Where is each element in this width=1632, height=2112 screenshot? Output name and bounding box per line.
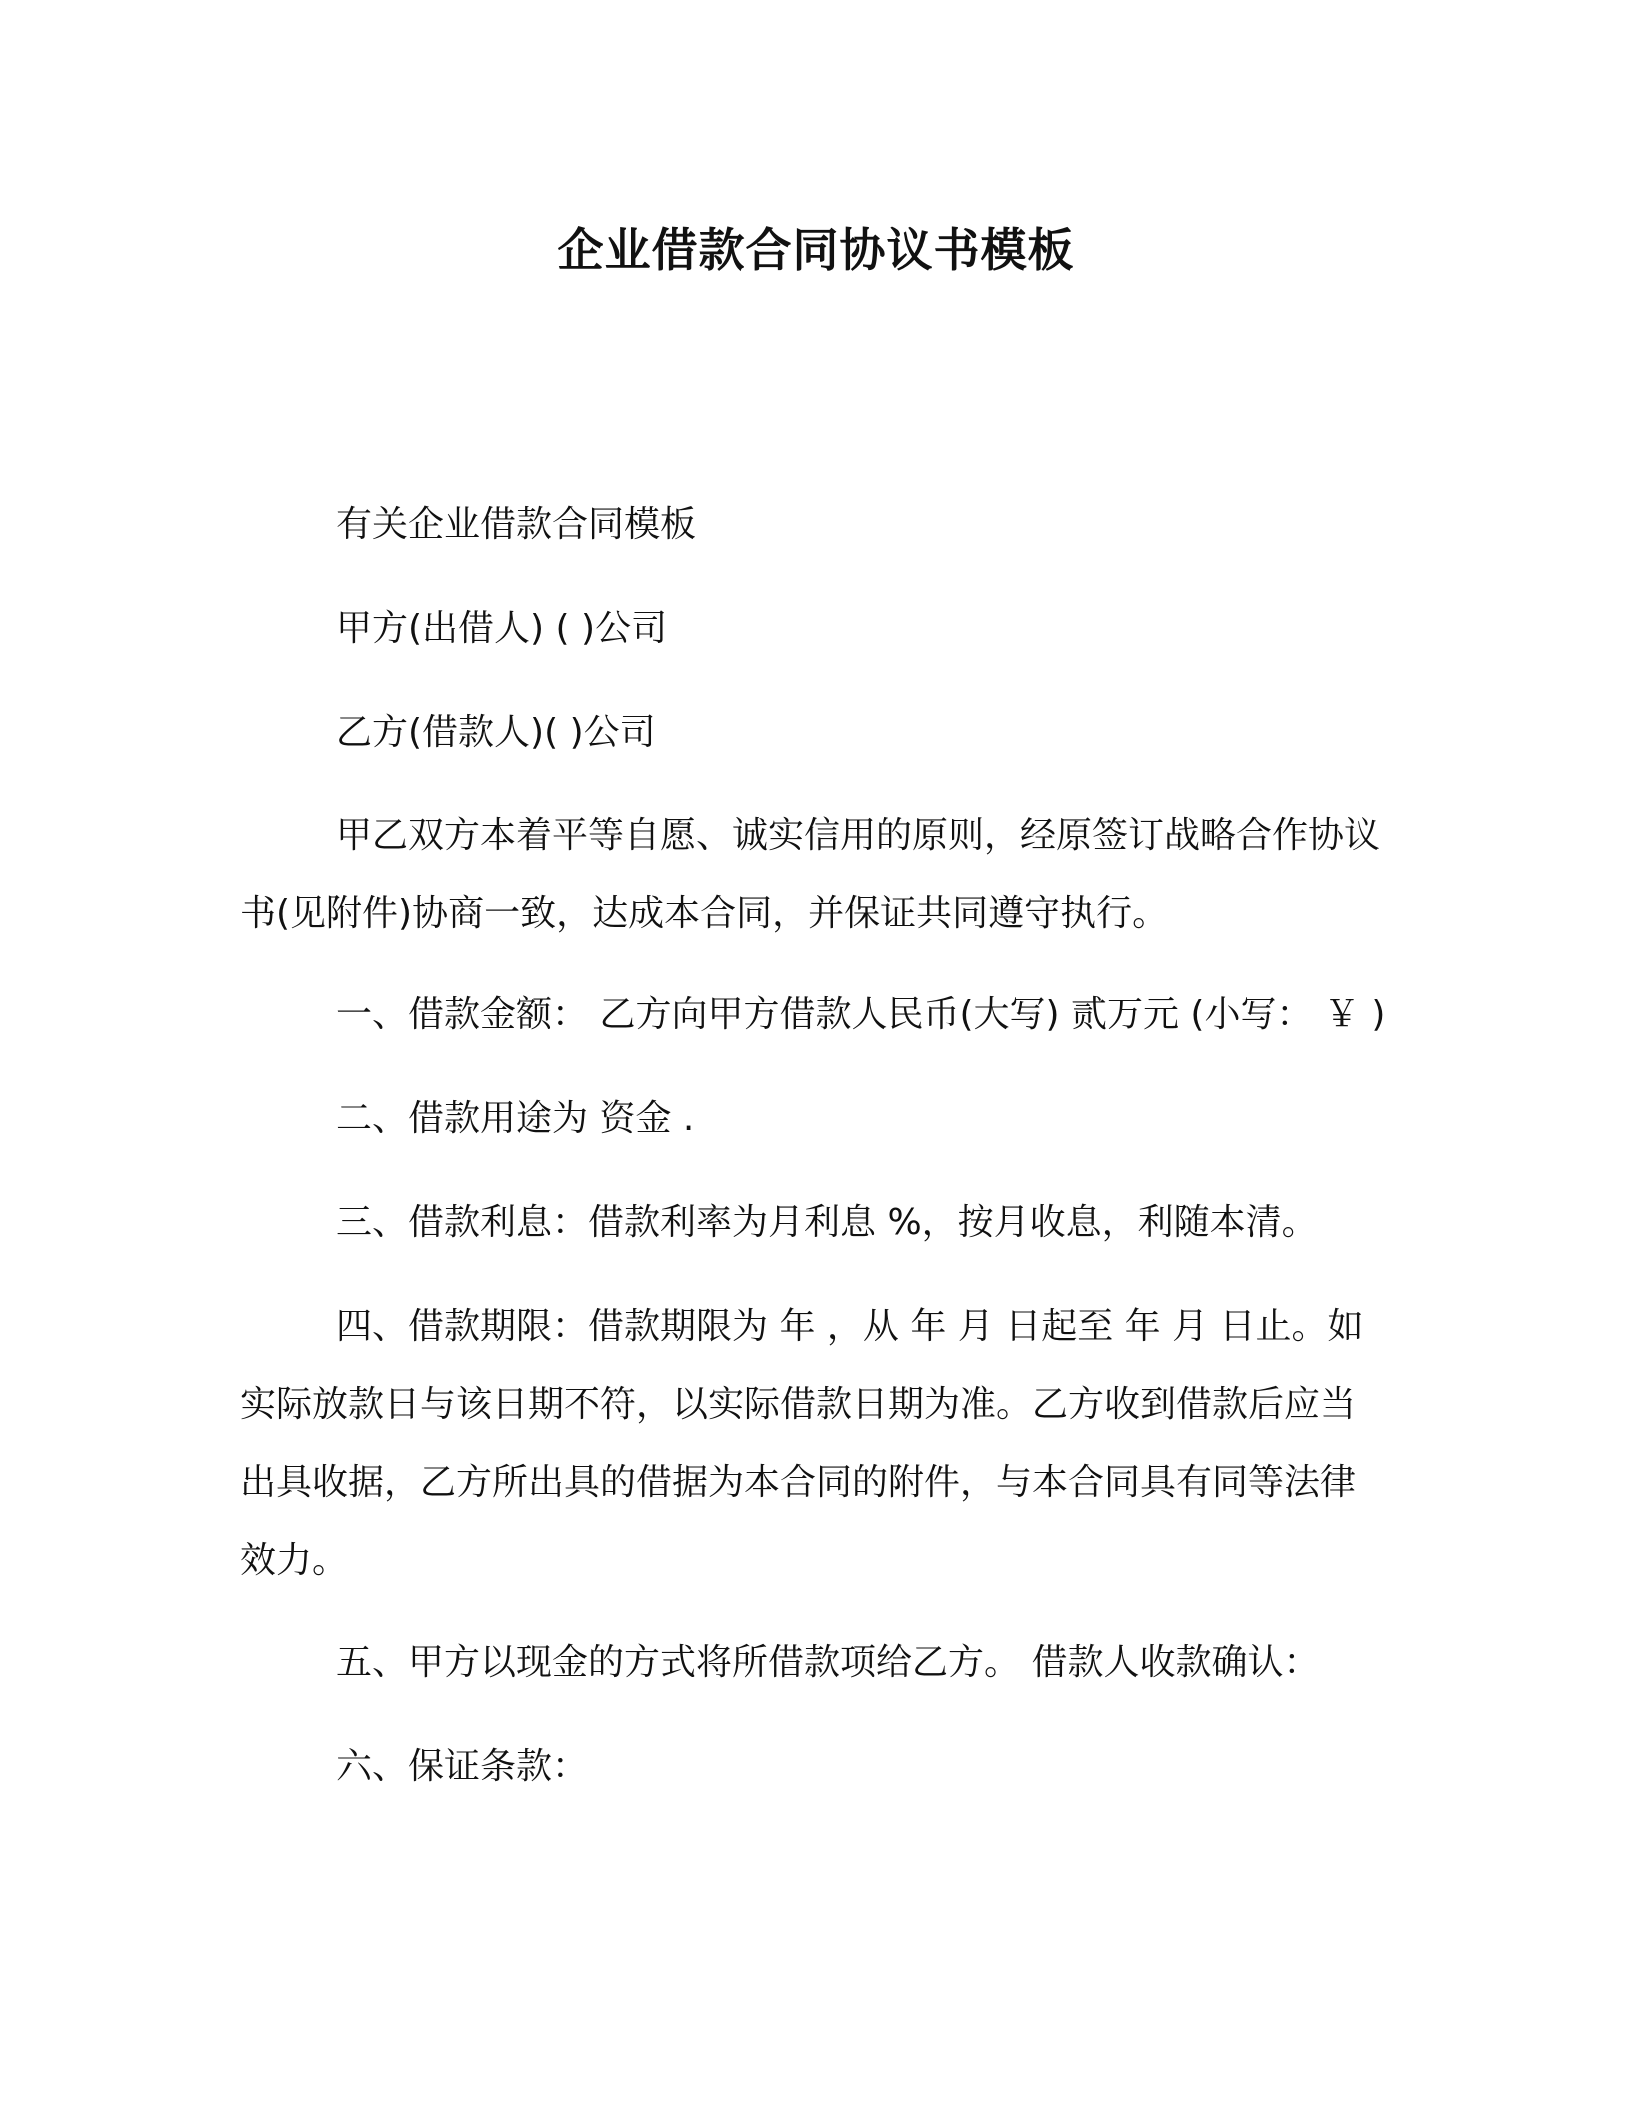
- paragraph-preamble: 甲乙双方本着平等自愿、诚实信用的原则，经原签订战略合作协议书(见附件)协商一致，达成本合同，并保证共同遵守执行。: [240, 815, 1381, 934]
- document-title: 企业借款合同协议书模板: [557, 223, 1075, 277]
- clause-3-interest: 三、借款利息：借款利率为月利息 %，按月收息，利随本清。: [336, 1202, 1318, 1243]
- clause-5-payment: 五、甲方以现金的方式将所借款项给乙方。 借款人收款确认：: [336, 1642, 1320, 1683]
- clause-6-guarantee: 六、保证条款：: [336, 1746, 589, 1787]
- paragraph-lender: 甲方(出借人) ( )公司: [336, 608, 668, 649]
- clause-2-purpose: 二、借款用途为 资金 .: [336, 1098, 695, 1139]
- paragraph-borrower: 乙方(借款人)( )公司: [336, 712, 656, 753]
- clause-1-amount: 一、借款金额： 乙方向甲方借款人民币(大写) 贰万元 (小写： ￥ ): [336, 994, 1386, 1035]
- paragraph-subtitle: 有关企业借款合同模板: [336, 504, 697, 545]
- clause-4-term: 四、借款期限：借款期限为 年 ，从 年 月 日起至 年 月 日止。如实际放款日与该日期不符，以实际借款日期为准。乙方收到借款后应当出具收据，乙方所出具的借据为本合同的附件，与本合同具有同等法律效力。: [240, 1306, 1364, 1581]
